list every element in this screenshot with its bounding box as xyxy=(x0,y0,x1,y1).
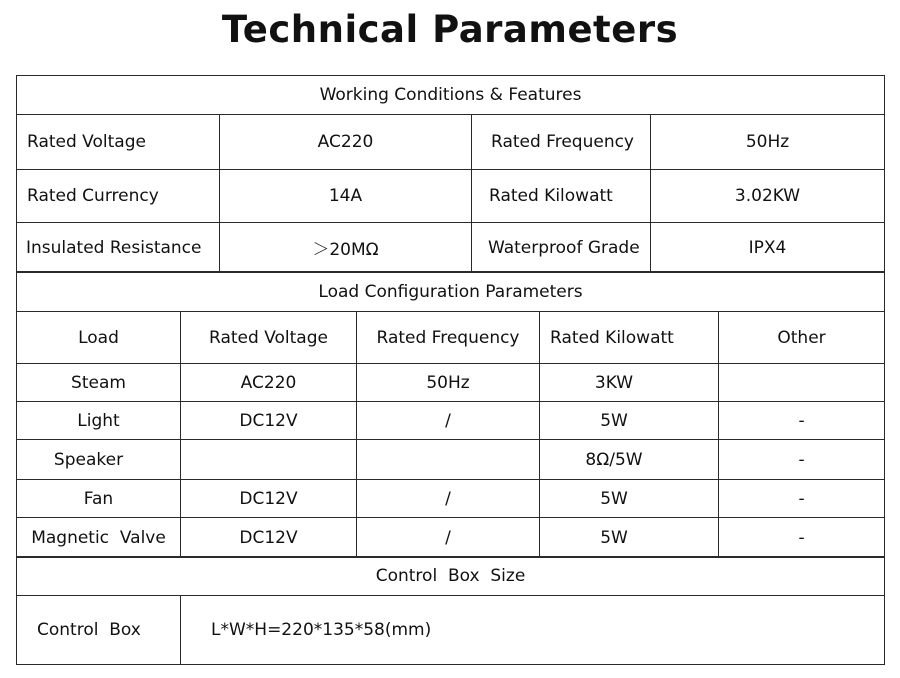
table-row xyxy=(17,480,885,518)
load-frequency: / xyxy=(357,480,540,518)
load-frequency xyxy=(357,440,540,480)
param-value: 14A xyxy=(220,170,472,223)
load-name: Magnetic Valve xyxy=(17,518,181,558)
table-row xyxy=(17,440,885,480)
load-other: - xyxy=(719,518,885,558)
table-row xyxy=(17,518,885,558)
param-value: IPX4 xyxy=(651,223,885,273)
table-row xyxy=(17,115,885,170)
load-voltage xyxy=(181,440,357,480)
param-label: Rated Currency xyxy=(17,170,220,223)
load-other: - xyxy=(719,440,885,480)
control-box-header-row xyxy=(17,557,885,596)
table-row xyxy=(17,402,885,440)
load-configuration-table xyxy=(16,271,885,558)
load-voltage: DC12V xyxy=(181,480,357,518)
load-name: Speaker xyxy=(17,440,181,480)
param-label: Insulated Resistance xyxy=(17,223,220,273)
page-title: Technical Parameters xyxy=(221,8,679,51)
load-kilowatt: 5W xyxy=(540,402,719,440)
column-header: Other xyxy=(719,312,885,364)
param-value: AC220 xyxy=(220,115,472,170)
column-header: Rated Kilowatt xyxy=(540,312,719,364)
param-label: Rated Frequency xyxy=(472,115,651,170)
column-header: Load xyxy=(17,312,181,364)
column-header: Rated Voltage xyxy=(181,312,357,364)
load-kilowatt: 5W xyxy=(540,480,719,518)
column-header-row xyxy=(17,312,885,364)
working-conditions-header: Working Conditions & Features xyxy=(17,76,885,115)
load-voltage: AC220 xyxy=(181,364,357,402)
load-frequency: / xyxy=(357,402,540,440)
control-box-header: Control Box Size xyxy=(17,557,885,596)
load-voltage: DC12V xyxy=(181,518,357,558)
table-row xyxy=(17,596,885,665)
param-value: 50Hz xyxy=(651,115,885,170)
table-row xyxy=(17,170,885,223)
param-label: Waterproof Grade xyxy=(472,223,651,273)
working-conditions-table xyxy=(16,75,885,273)
load-name: Fan xyxy=(17,480,181,518)
param-value: ＞20MΩ xyxy=(220,223,472,273)
load-other: - xyxy=(719,402,885,440)
load-frequency: / xyxy=(357,518,540,558)
load-configuration-header-row xyxy=(17,272,885,312)
control-box-table xyxy=(16,556,885,665)
load-other xyxy=(719,364,885,402)
load-name: Steam xyxy=(17,364,181,402)
column-header: Rated Frequency xyxy=(357,312,540,364)
param-value: 3.02KW xyxy=(651,170,885,223)
control-box-label: Control Box xyxy=(17,596,181,665)
load-configuration-header: Load Configuration Parameters xyxy=(17,272,885,312)
parameters-sheet xyxy=(16,75,884,665)
load-frequency: 50Hz xyxy=(357,364,540,402)
param-label: Rated Voltage xyxy=(17,115,220,170)
working-conditions-header-row xyxy=(17,76,885,115)
load-kilowatt: 8Ω/5W xyxy=(540,440,719,480)
table-row xyxy=(17,223,885,273)
load-kilowatt: 5W xyxy=(540,518,719,558)
load-voltage: DC12V xyxy=(181,402,357,440)
load-other: - xyxy=(719,480,885,518)
control-box-value: L*W*H=220*135*58(mm) xyxy=(181,596,885,665)
load-kilowatt: 3KW xyxy=(540,364,719,402)
table-row xyxy=(17,364,885,402)
param-label: Rated Kilowatt xyxy=(472,170,651,223)
load-name: Light xyxy=(17,402,181,440)
